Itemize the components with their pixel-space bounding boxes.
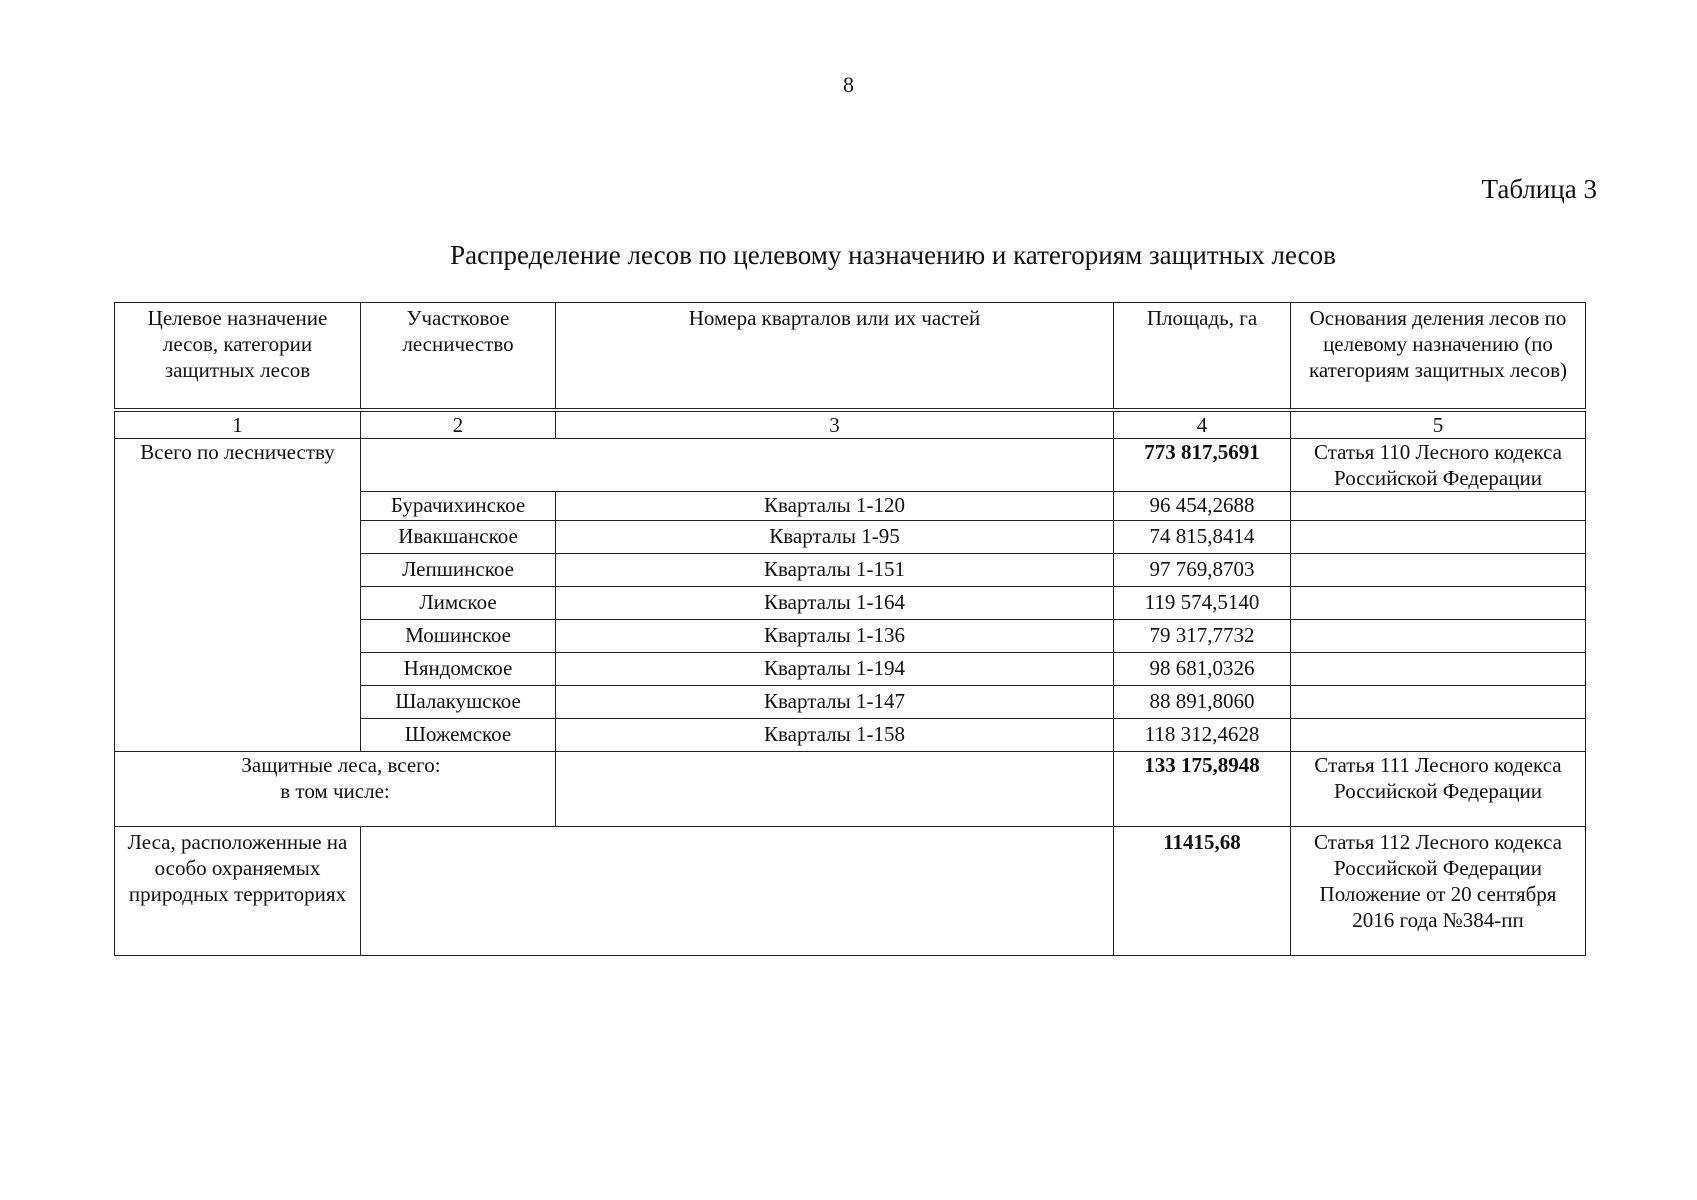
column-number: 3 — [556, 410, 1114, 439]
column-number: 1 — [115, 410, 361, 439]
empty-cell — [1291, 521, 1586, 554]
quarters: Кварталы 1-158 — [556, 719, 1114, 752]
header-row — [115, 303, 1586, 411]
empty-cell — [361, 827, 1114, 956]
quarters: Кварталы 1-194 — [556, 653, 1114, 686]
protective-row — [115, 752, 1586, 827]
subdistrict-name: Ивакшанское — [361, 521, 556, 554]
header-cell: Площадь, га — [1114, 303, 1291, 411]
header-cell: Номера кварталов или их частей — [556, 303, 1114, 411]
empty-cell — [1291, 554, 1586, 587]
total-label: Всего по лесничеству — [115, 439, 361, 752]
column-number: 5 — [1291, 410, 1586, 439]
page-number: 8 — [843, 72, 854, 97]
quarters: Кварталы 1-120 — [556, 492, 1114, 521]
table-label: Таблица 3 — [1481, 174, 1597, 204]
area: 96 454,2688 — [1114, 492, 1291, 521]
area: 118 312,4628 — [1114, 719, 1291, 752]
subdistrict-name: Лепшинское — [361, 554, 556, 587]
area: 79 317,7732 — [1114, 620, 1291, 653]
header-cell: Основания деления лесов по целевому назначению (по категориям защитных лесов) — [1291, 303, 1586, 411]
protective-label-line1: Защитные леса, всего: — [241, 753, 441, 777]
oopt-basis: Статья 112 Лесного кодекса Российской Федерации Положение от 20 сентября 2016 года №384-пп — [1291, 827, 1586, 956]
quarters: Кварталы 1-95 — [556, 521, 1114, 554]
area: 119 574,5140 — [1114, 587, 1291, 620]
empty-cell — [1291, 492, 1586, 521]
header-cell: Целевое назначение лесов, категории защитных лесов — [115, 303, 361, 411]
column-number-row — [115, 410, 1586, 439]
oopt-area: 11415,68 — [1114, 827, 1291, 956]
area: 88 891,8060 — [1114, 686, 1291, 719]
protective-basis: Статья 111 Лесного кодекса Российской Федерации — [1291, 752, 1586, 827]
header-cell: Участковое лесничество — [361, 303, 556, 411]
protective-area: 133 175,8948 — [1114, 752, 1291, 827]
subdistrict-name: Шалакушское — [361, 686, 556, 719]
empty-cell — [1291, 719, 1586, 752]
quarters: Кварталы 1-136 — [556, 620, 1114, 653]
subdistrict-name: Шожемское — [361, 719, 556, 752]
quarters: Кварталы 1-147 — [556, 686, 1114, 719]
document-title: Распределение лесов по целевому назначению и категориям защитных лесов — [450, 240, 1336, 270]
total-basis: Статья 110 Лесного кодекса Российской Федерации — [1291, 439, 1586, 492]
protective-label — [115, 752, 556, 827]
oopt-label: Леса, расположенные на особо охраняемых природных территориях — [115, 827, 361, 956]
subdistrict-name: Лимское — [361, 587, 556, 620]
empty-cell — [1291, 587, 1586, 620]
area: 74 815,8414 — [1114, 521, 1291, 554]
empty-cell — [1291, 653, 1586, 686]
column-number: 2 — [361, 410, 556, 439]
total-area: 773 817,5691 — [1114, 439, 1291, 492]
subdistrict-name: Няндомское — [361, 653, 556, 686]
forest-distribution-table — [114, 302, 1586, 956]
quarters: Кварталы 1-151 — [556, 554, 1114, 587]
subdistrict-name: Бурачихинское — [361, 492, 556, 521]
area: 98 681,0326 — [1114, 653, 1291, 686]
column-number: 4 — [1114, 410, 1291, 439]
empty-cell — [361, 439, 1114, 492]
empty-cell — [1291, 620, 1586, 653]
empty-cell — [556, 752, 1114, 827]
oopt-row — [115, 827, 1586, 956]
quarters: Кварталы 1-164 — [556, 587, 1114, 620]
protective-label-line2: в том числе: — [280, 779, 390, 803]
empty-cell — [1291, 686, 1586, 719]
total-row — [115, 439, 1586, 492]
subdistrict-name: Мошинское — [361, 620, 556, 653]
area: 97 769,8703 — [1114, 554, 1291, 587]
